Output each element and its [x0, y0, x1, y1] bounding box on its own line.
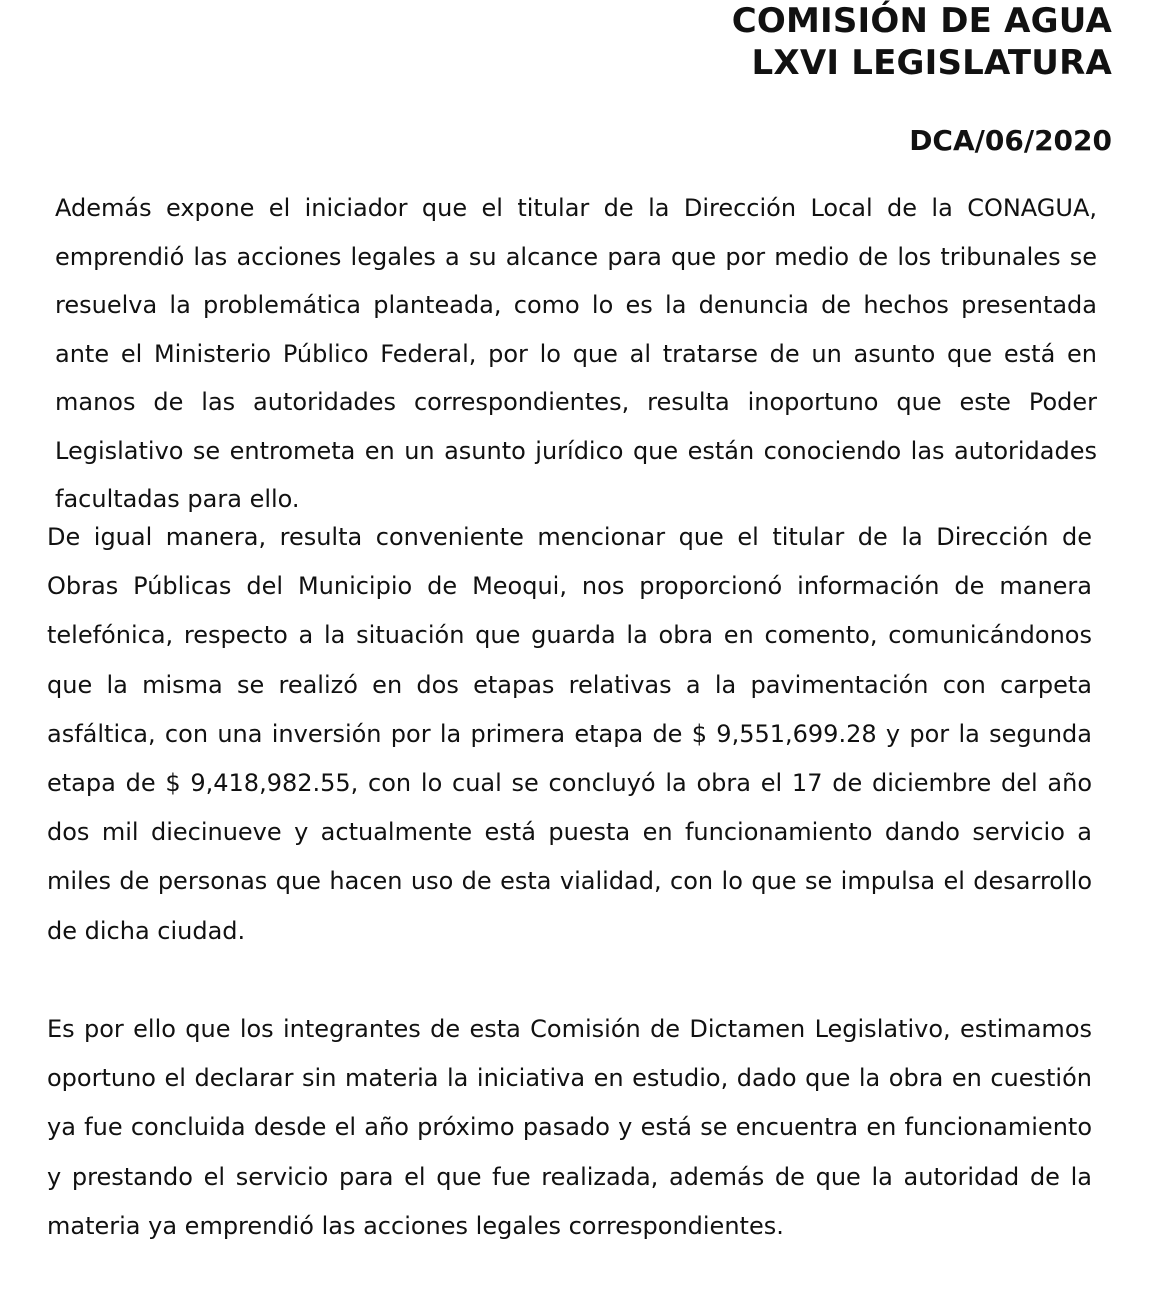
commission-title: COMISIÓN DE AGUA [731, 1, 1112, 41]
document-number: DCA/06/2020 [909, 124, 1112, 157]
legislature-title: LXVI LEGISLATURA [751, 43, 1112, 83]
document-header [732, 0, 1112, 158]
paragraph-2: De igual manera, resulta conveniente mencionar que el titular de la Dirección de Obras Públicas del Municipio de Meoqui, nos proporcionó información de manera telefónica, respecto a la situación que guarda la obra en comento, comunicándonos que la misma se realizó en dos etapas relativas a la pavimentación con carpeta asfáltica, con una inversión por la primera etapa de $ 9,551,699.28 y por la segunda etapa de $ 9,418,982.55, con lo cual se concluyó la obra el 17 de diciembre del año dos mil diecinueve y actualmente está puesta en funcionamiento dando servicio a miles de personas que hacen uso de esta vialidad, con lo que se impulsa el desarrollo de dicha ciudad. [47, 523, 1092, 945]
paragraph-1: Además expone el iniciador que el titular de la Dirección Local de la CONAGUA, emprendió las acciones legales a su alcance para que por medio de los tribunales se resuelva la problemática planteada, como lo es la denuncia de hechos presentada ante el Ministerio Público Federal, por lo que al tratarse de un asunto que está en manos de las autoridades correspondientes, resulta inoportuno que este Poder Legislativo se entrometa en un asunto jurídico que están conociendo las autoridades facultadas para ello. [55, 194, 1097, 513]
paragraph-3: Es por ello que los integrantes de esta Comisión de Dictamen Legislativo, estimamos oportuno el declarar sin materia la iniciativa en estudio, dado que la obra en cuestión ya fue concluida desde el año próximo pasado y está se encuentra en funcionamiento y prestando el servicio para el que fue realizada, además de que la autoridad de la materia ya emprendió las acciones legales correspondientes. [47, 1015, 1092, 1240]
